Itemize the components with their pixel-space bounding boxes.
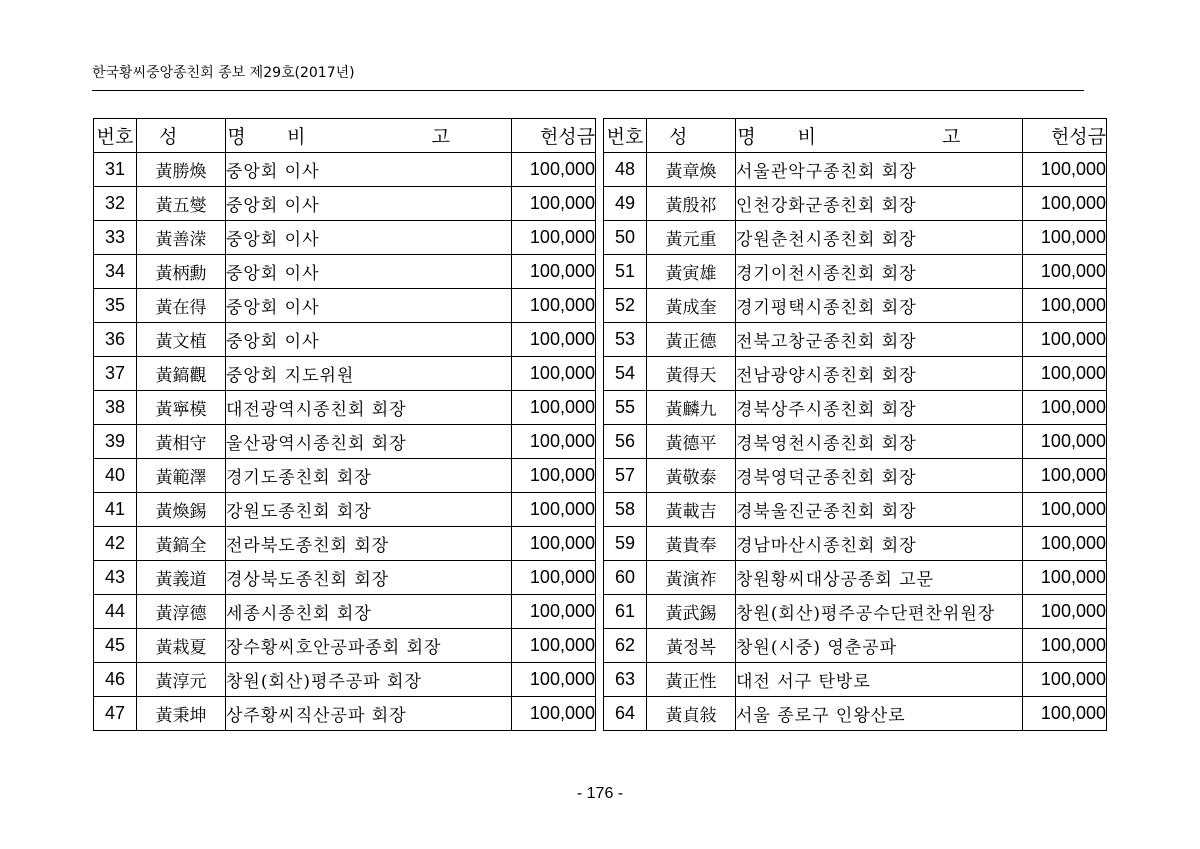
donor-note: 강원도종친회 회장 — [226, 493, 512, 527]
donation-amount: 100,000 — [512, 629, 596, 663]
col-header-no: 번호 — [94, 119, 137, 153]
row-number: 53 — [604, 323, 647, 357]
table-row — [604, 561, 1107, 595]
table-row — [94, 493, 596, 527]
row-number: 44 — [94, 595, 137, 629]
row-number: 31 — [94, 153, 137, 187]
donor-name: 黃淳德 — [137, 595, 226, 629]
donation-amount: 100,000 — [512, 527, 596, 561]
table-row — [94, 595, 596, 629]
donor-note: 중앙회 이사 — [226, 323, 512, 357]
donation-amount: 100,000 — [512, 357, 596, 391]
table-row — [94, 289, 596, 323]
donor-name: 黃正德 — [647, 323, 736, 357]
donation-amount: 100,000 — [1023, 629, 1107, 663]
row-number: 42 — [94, 527, 137, 561]
donation-amount: 100,000 — [1023, 595, 1107, 629]
donation-amount: 100,000 — [1023, 697, 1107, 731]
donation-amount: 100,000 — [512, 561, 596, 595]
donor-note: 장수황씨호안공파종회 회장 — [226, 629, 512, 663]
table-row — [604, 425, 1107, 459]
donor-name: 黃武錫 — [647, 595, 736, 629]
donor-note: 중앙회 지도위원 — [226, 357, 512, 391]
row-number: 62 — [604, 629, 647, 663]
donation-amount: 100,000 — [512, 595, 596, 629]
table-row — [604, 221, 1107, 255]
donor-note: 경상북도종친회 회장 — [226, 561, 512, 595]
donor-note: 전라북도종친회 회장 — [226, 527, 512, 561]
table-row — [604, 323, 1107, 357]
donation-amount: 100,000 — [1023, 289, 1107, 323]
donor-name: 黃鎬觀 — [137, 357, 226, 391]
donor-name: 黃栽夏 — [137, 629, 226, 663]
table-row — [94, 187, 596, 221]
donation-amount: 100,000 — [1023, 425, 1107, 459]
table-row — [604, 493, 1107, 527]
row-number: 45 — [94, 629, 137, 663]
page-number: - 176 - — [576, 785, 624, 802]
row-number: 55 — [604, 391, 647, 425]
donor-table-right — [603, 118, 1107, 731]
row-number: 32 — [94, 187, 137, 221]
table-row — [604, 595, 1107, 629]
row-number: 46 — [94, 663, 137, 697]
row-number: 41 — [94, 493, 137, 527]
donation-amount: 100,000 — [512, 255, 596, 289]
donation-amount: 100,000 — [1023, 255, 1107, 289]
donor-note: 창원(회산)평주공파 회장 — [226, 663, 512, 697]
donor-name: 黃元重 — [647, 221, 736, 255]
donor-note: 경북영덕군종친회 회장 — [736, 459, 1023, 493]
row-number: 49 — [604, 187, 647, 221]
row-number: 40 — [94, 459, 137, 493]
donation-amount: 100,000 — [1023, 391, 1107, 425]
table-row — [604, 289, 1107, 323]
table-row — [94, 391, 596, 425]
row-number: 36 — [94, 323, 137, 357]
donor-note: 창원(회산)평주공수단편찬위원장 — [736, 595, 1023, 629]
donor-name: 黃相守 — [137, 425, 226, 459]
donor-table-left — [93, 118, 596, 731]
table-row — [604, 357, 1107, 391]
table-row — [94, 323, 596, 357]
table-row — [604, 527, 1107, 561]
donor-name: 黃淳元 — [137, 663, 226, 697]
donor-name: 黃文植 — [137, 323, 226, 357]
table-row — [94, 255, 596, 289]
col-header-name: 성 명 — [647, 119, 736, 153]
donation-amount: 100,000 — [512, 459, 596, 493]
donor-note: 인천강화군종친회 회장 — [736, 187, 1023, 221]
table-row — [94, 697, 596, 731]
donation-amount: 100,000 — [1023, 493, 1107, 527]
col-header-amount: 헌성금 — [512, 119, 596, 153]
donor-note: 전남광양시종친회 회장 — [736, 357, 1023, 391]
col-header-note: 비 고 — [736, 119, 1023, 153]
donor-note: 대전광역시종친회 회장 — [226, 391, 512, 425]
donor-name: 黃義道 — [137, 561, 226, 595]
col-header-name: 성 명 — [137, 119, 226, 153]
donor-name: 黃정복 — [647, 629, 736, 663]
row-number: 63 — [604, 663, 647, 697]
donor-note: 전북고창군종친회 회장 — [736, 323, 1023, 357]
donor-name: 黃勝煥 — [137, 153, 226, 187]
donor-name: 黃鎬全 — [137, 527, 226, 561]
donor-name: 黃敬泰 — [647, 459, 736, 493]
table-row — [94, 527, 596, 561]
row-number: 39 — [94, 425, 137, 459]
donation-amount: 100,000 — [512, 187, 596, 221]
donation-amount: 100,000 — [1023, 357, 1107, 391]
row-number: 54 — [604, 357, 647, 391]
donor-name: 黃章煥 — [647, 153, 736, 187]
row-number: 58 — [604, 493, 647, 527]
donor-note: 상주황씨직산공파 회장 — [226, 697, 512, 731]
donor-name: 黃在得 — [137, 289, 226, 323]
donor-name: 黃成奎 — [647, 289, 736, 323]
donor-name: 黃殷祁 — [647, 187, 736, 221]
donation-amount: 100,000 — [512, 391, 596, 425]
donor-note: 강원춘천시종친회 회장 — [736, 221, 1023, 255]
row-number: 61 — [604, 595, 647, 629]
donor-note: 중앙회 이사 — [226, 221, 512, 255]
donor-name: 黃貞敍 — [647, 697, 736, 731]
donor-name: 黃德平 — [647, 425, 736, 459]
donation-amount: 100,000 — [512, 697, 596, 731]
donor-name: 黃載吉 — [647, 493, 736, 527]
row-number: 37 — [94, 357, 137, 391]
donation-amount: 100,000 — [1023, 187, 1107, 221]
donor-note: 창원(시중) 영춘공파 — [736, 629, 1023, 663]
table-row — [94, 153, 596, 187]
donor-note: 경기이천시종친회 회장 — [736, 255, 1023, 289]
donor-note: 경기도종친회 회장 — [226, 459, 512, 493]
table-row — [94, 629, 596, 663]
donor-note: 세종시종친회 회장 — [226, 595, 512, 629]
donation-amount: 100,000 — [1023, 561, 1107, 595]
donor-note: 중앙회 이사 — [226, 255, 512, 289]
donation-amount: 100,000 — [1023, 323, 1107, 357]
donor-name: 黃善溁 — [137, 221, 226, 255]
donor-name: 黃煥錫 — [137, 493, 226, 527]
donor-note: 중앙회 이사 — [226, 153, 512, 187]
row-number: 47 — [94, 697, 137, 731]
donation-amount: 100,000 — [512, 153, 596, 187]
donor-name: 黃寧模 — [137, 391, 226, 425]
table-row — [604, 697, 1107, 731]
table-header-row — [604, 119, 1107, 153]
table-row — [604, 255, 1107, 289]
col-header-note: 비 고 — [226, 119, 512, 153]
donor-note: 경북울진군종친회 회장 — [736, 493, 1023, 527]
donor-note: 창원황씨대상공종회 고문 — [736, 561, 1023, 595]
row-number: 48 — [604, 153, 647, 187]
row-number: 51 — [604, 255, 647, 289]
row-number: 59 — [604, 527, 647, 561]
table-row — [94, 425, 596, 459]
donor-name: 黃秉坤 — [137, 697, 226, 731]
donation-amount: 100,000 — [1023, 663, 1107, 697]
donor-note: 경남마산시종친회 회장 — [736, 527, 1023, 561]
table-row — [604, 663, 1107, 697]
row-number: 43 — [94, 561, 137, 595]
row-number: 34 — [94, 255, 137, 289]
donation-amount: 100,000 — [512, 425, 596, 459]
table-row — [604, 629, 1107, 663]
donor-name: 黃正性 — [647, 663, 736, 697]
row-number: 38 — [94, 391, 137, 425]
header-rule — [92, 90, 1084, 91]
donor-note: 서울 종로구 인왕산로 — [736, 697, 1023, 731]
table-row — [604, 459, 1107, 493]
table-row — [604, 153, 1107, 187]
donation-amount: 100,000 — [512, 221, 596, 255]
donor-name: 黃演祚 — [647, 561, 736, 595]
donor-note: 서울관악구종친회 회장 — [736, 153, 1023, 187]
donation-amount: 100,000 — [512, 663, 596, 697]
donation-amount: 100,000 — [512, 323, 596, 357]
row-number: 50 — [604, 221, 647, 255]
col-header-amount: 헌성금 — [1023, 119, 1107, 153]
row-number: 35 — [94, 289, 137, 323]
donor-name: 黃柄勳 — [137, 255, 226, 289]
donation-amount: 100,000 — [1023, 459, 1107, 493]
donor-note: 대전 서구 탄방로 — [736, 663, 1023, 697]
row-number: 57 — [604, 459, 647, 493]
row-number: 64 — [604, 697, 647, 731]
donor-name: 黃寅雄 — [647, 255, 736, 289]
donor-note: 울산광역시종친회 회장 — [226, 425, 512, 459]
donor-note: 중앙회 이사 — [226, 289, 512, 323]
donation-amount: 100,000 — [1023, 221, 1107, 255]
row-number: 56 — [604, 425, 647, 459]
donor-name: 黃五燮 — [137, 187, 226, 221]
row-number: 60 — [604, 561, 647, 595]
row-number: 52 — [604, 289, 647, 323]
donor-name: 黃範澤 — [137, 459, 226, 493]
table-row — [94, 561, 596, 595]
table-row — [604, 391, 1107, 425]
table-row — [94, 221, 596, 255]
table-row — [94, 459, 596, 493]
row-number: 33 — [94, 221, 137, 255]
donor-note: 중앙회 이사 — [226, 187, 512, 221]
donor-note: 경기평택시종친회 회장 — [736, 289, 1023, 323]
table-header-row — [94, 119, 596, 153]
document-header: 한국황씨중앙종친회 종보 제29호(2017년) — [92, 65, 355, 81]
donation-amount: 100,000 — [1023, 153, 1107, 187]
donation-amount: 100,000 — [1023, 527, 1107, 561]
col-header-no: 번호 — [604, 119, 647, 153]
table-row — [94, 663, 596, 697]
donation-amount: 100,000 — [512, 493, 596, 527]
donor-note: 경북영천시종친회 회장 — [736, 425, 1023, 459]
table-row — [94, 357, 596, 391]
donation-amount: 100,000 — [512, 289, 596, 323]
table-row — [604, 187, 1107, 221]
donor-name: 黃麟九 — [647, 391, 736, 425]
donor-name: 黃貴奉 — [647, 527, 736, 561]
donor-note: 경북상주시종친회 회장 — [736, 391, 1023, 425]
donor-name: 黃得天 — [647, 357, 736, 391]
